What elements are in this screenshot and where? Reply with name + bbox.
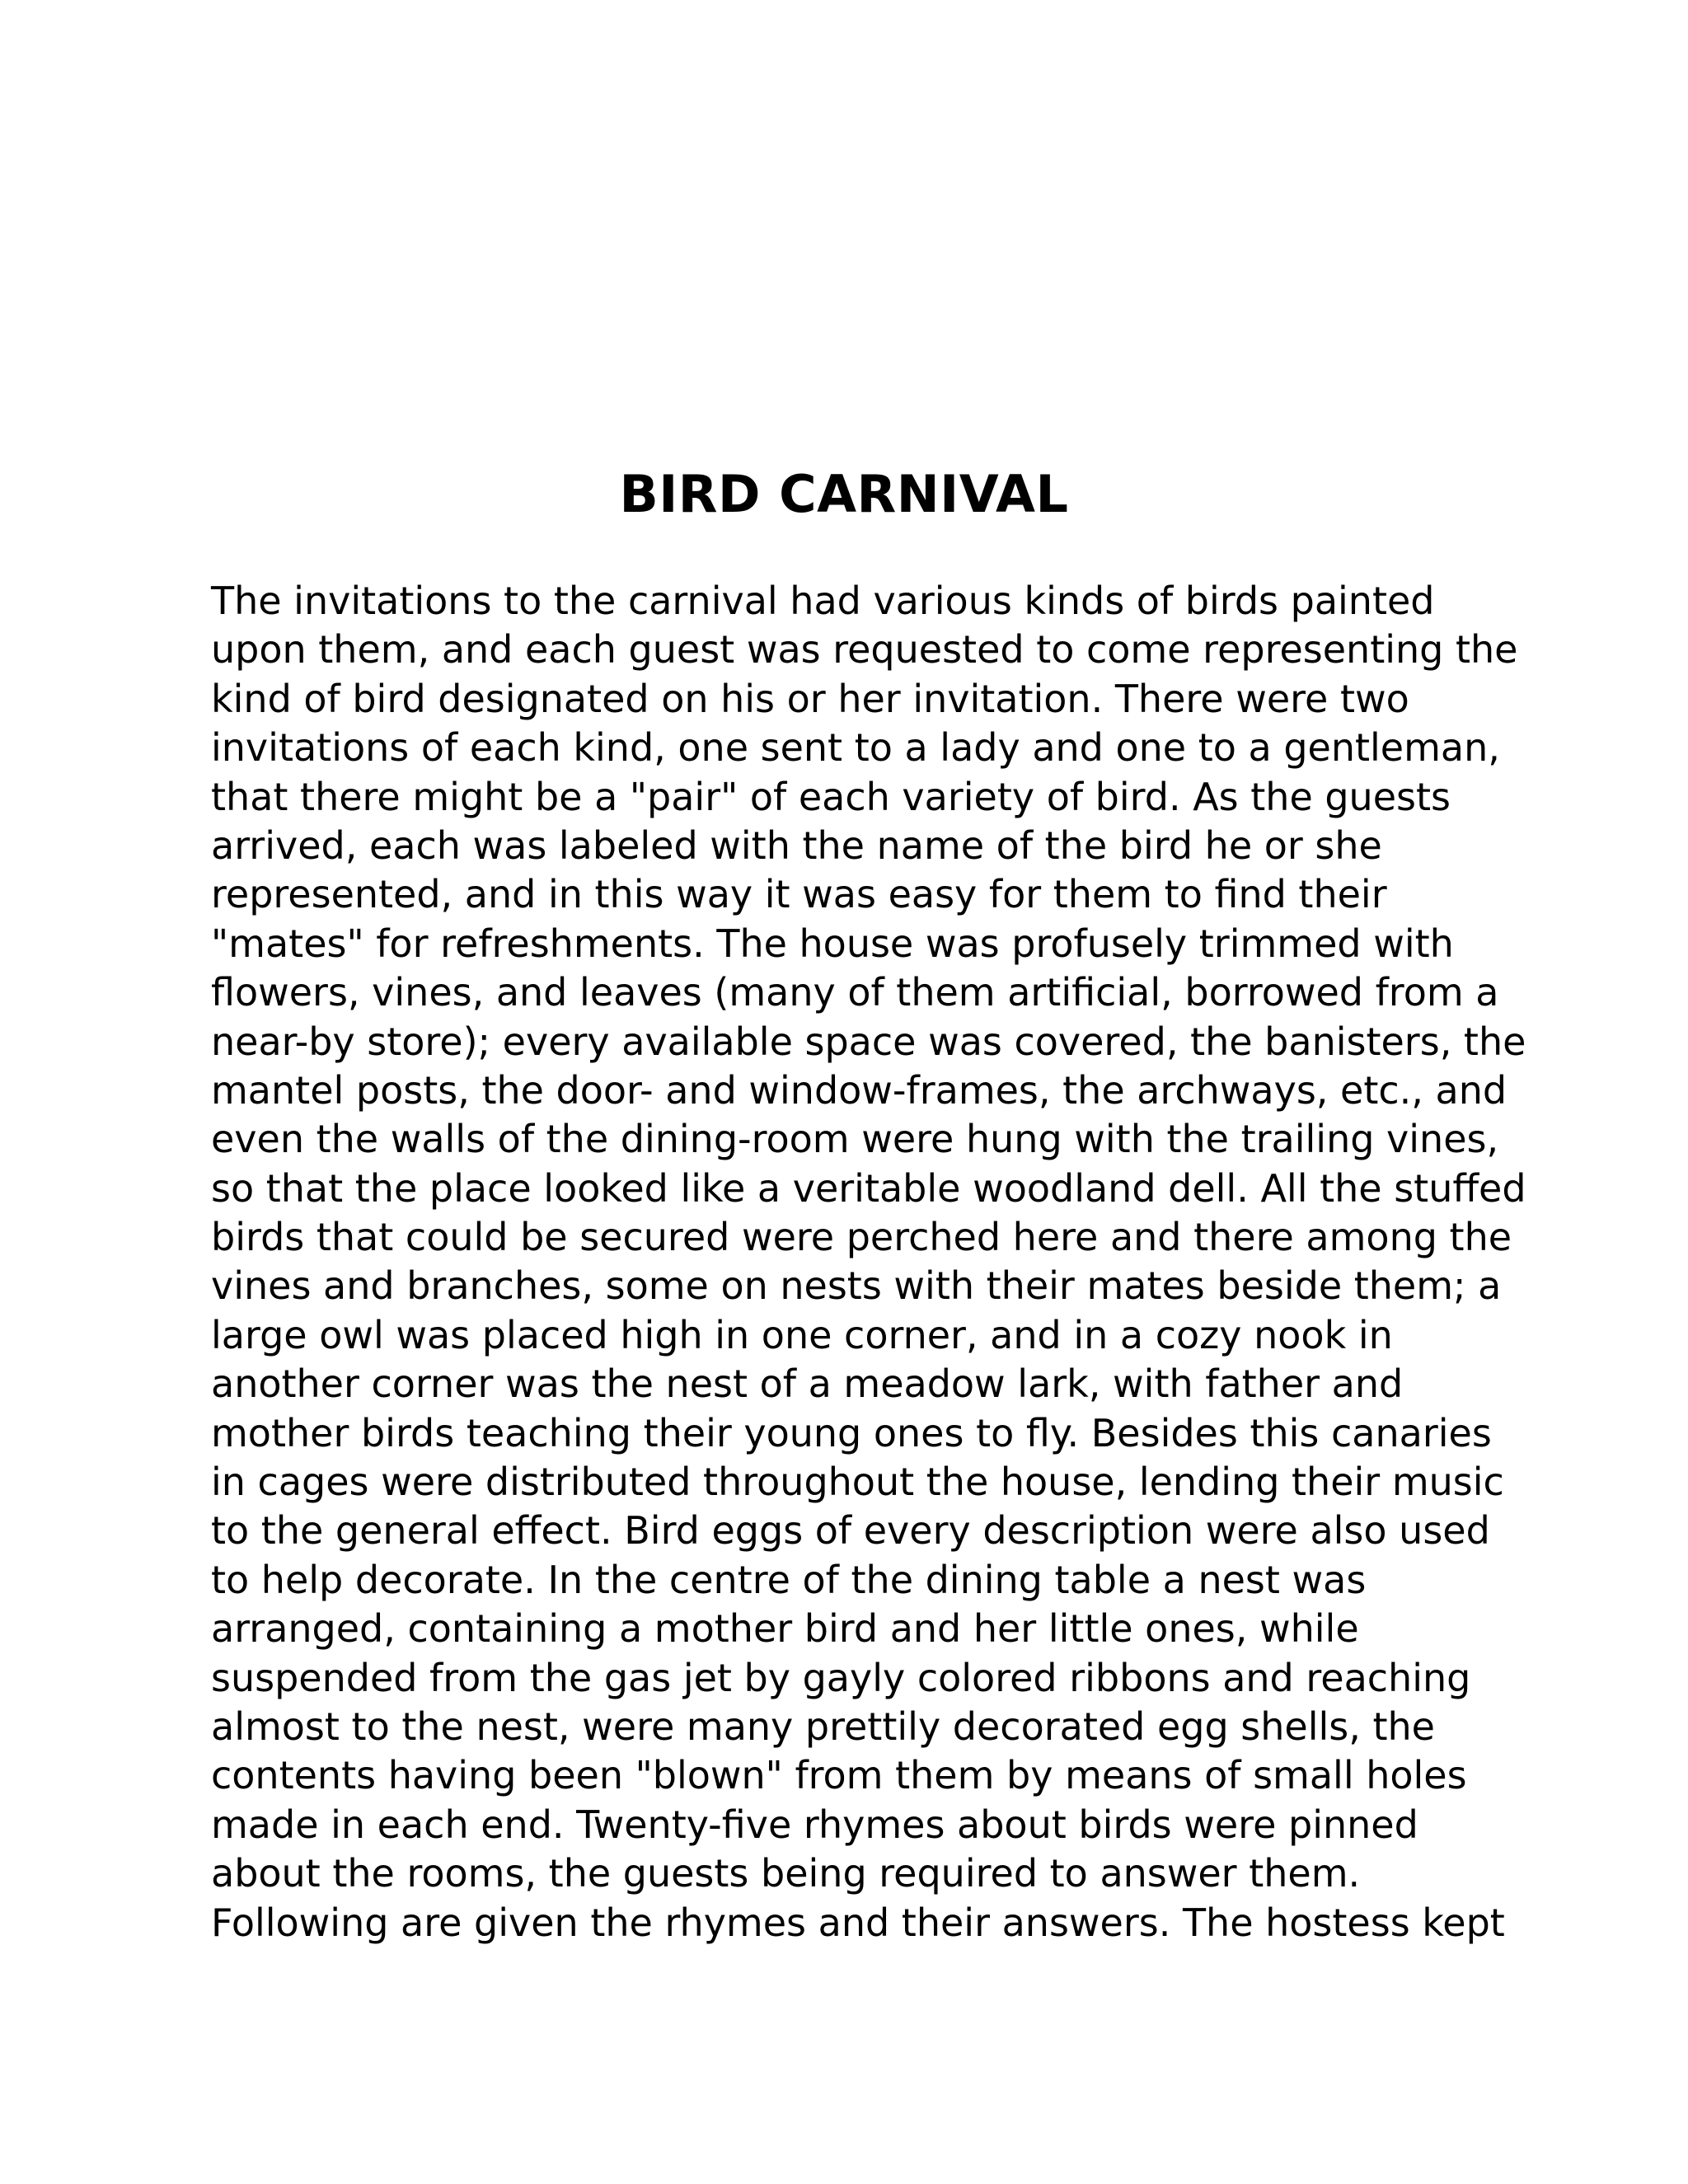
text-line: arranged, containing a mother bird and her little ones, while — [211, 1606, 1359, 1652]
text-line: mantel posts, the door- and window-frames, the archways, etc., and — [211, 1067, 1507, 1113]
text-line: Following are given the rhymes and their answers. The hostess kept — [211, 1900, 1505, 1945]
text-line: suspended from the gas jet by gayly colored ribbons and reaching — [211, 1655, 1471, 1700]
text-line: that there might be a "pair" of each variety of bird. As the guests — [211, 774, 1451, 819]
text-line: kind of bird designated on his or her invitation. There were two — [211, 676, 1409, 721]
text-line: so that the place looked like a veritable woodland dell. All the stuffed — [211, 1165, 1526, 1211]
text-line: upon them, and each guest was requested to come representing the — [211, 627, 1518, 673]
text-line: to help decorate. In the centre of the dining table a nest was — [211, 1557, 1367, 1602]
text-line: contents having been "blown" from them by means of small holes — [211, 1753, 1467, 1798]
text-line: in cages were distributed throughout the house, lending their music — [211, 1460, 1504, 1505]
text-line: flowers, vines, and leaves (many of them artificial, borrowed from a — [211, 970, 1499, 1015]
text-line: The invitations to the carnival had various kinds of birds painted — [211, 579, 1435, 623]
text-line: represented, and in this way it was easy for them to find their — [211, 872, 1387, 917]
text-line: birds that could be secured were perched here and there among the — [211, 1215, 1512, 1260]
page-title: BIRD CARNIVAL — [619, 464, 1069, 524]
text-line: large owl was placed high in one corner, and in a cozy nook in — [211, 1312, 1393, 1357]
text-line: arrived, each was labeled with the name of the bird he or she — [211, 823, 1382, 868]
text-line: vines and branches, some on nests with their mates beside them; a — [211, 1263, 1502, 1309]
text-line: mother birds teaching their young ones to fly. Besides this canaries — [211, 1410, 1492, 1455]
text-line: almost to the nest, were many prettily decorated egg shells, the — [211, 1704, 1435, 1749]
body-paragraph — [211, 577, 1526, 1947]
text-line: another corner was the nest of a meadow lark, with father and — [211, 1361, 1404, 1407]
text-line: to the general effect. Bird eggs of every description were also used — [211, 1508, 1490, 1554]
text-line: even the walls of the dining-room were hung with the trailing vines, — [211, 1117, 1499, 1162]
text-line: invitations of each kind, one sent to a lady and one to a gentleman, — [211, 725, 1500, 771]
text-line: near-by store); every available space was covered, the banisters, the — [211, 1019, 1526, 1064]
text-line: made in each end. Twenty-five rhymes about birds were pinned — [211, 1802, 1418, 1847]
text-line: "mates" for refreshments. The house was profusely trimmed with — [211, 921, 1454, 966]
text-line: about the rooms, the guests being required to answer them. — [211, 1851, 1361, 1896]
